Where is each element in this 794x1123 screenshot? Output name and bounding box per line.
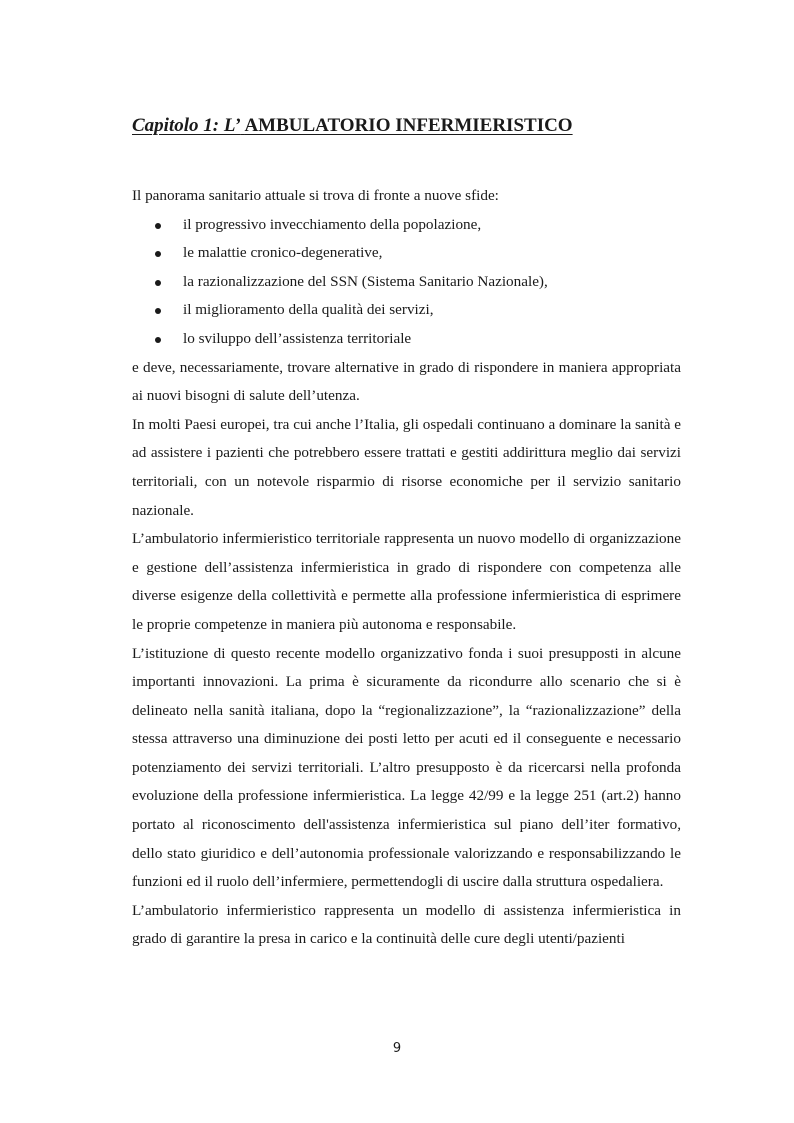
bullet-icon <box>155 308 161 314</box>
bullet-icon <box>155 337 161 343</box>
paragraph: In molti Paesi europei, tra cui anche l’Italia, gli ospedali continuano a dominare la sanità e ad assistere i pazienti che potrebbero essere trattati e gestiti addirittura meglio dai servizi territoriali, con un notevole risparmio di risorse economiche per il servizio sanitario nazionale. <box>132 415 681 519</box>
list-item-text: il miglioramento della qualità dei servizi, <box>183 301 434 319</box>
paragraph: e deve, necessariamente, trovare alternative in grado di rispondere in maniera appropriata ai nuovi bisogni di salute dell’utenza. <box>132 358 681 405</box>
list-item-text: le malattie cronico-degenerative, <box>183 244 383 262</box>
paragraph: L’ambulatorio infermieristico rappresenta un modello di assistenza infermieristica in grado di garantire la presa in carico e la continuità delle cure degli utenti/pazienti <box>132 901 681 948</box>
list-item-text: lo sviluppo dell’assistenza territoriale <box>183 329 412 347</box>
intro-paragraph: Il panorama sanitario attuale si trova di fronte a nuove sfide: <box>132 187 499 204</box>
list-item <box>132 296 681 325</box>
paragraph: L’istituzione di questo recente modello organizzativo fonda i suoi presupposti in alcune importanti innovazioni. La prima è sicuramente da ricondurre allo scenario che si è delineato nella sanità italiana, dopo la “regionalizzazione”, la “razionalizzazione” della stessa attraverso una diminuzione dei posti letto per acuti ed il conseguente e necessario potenziamento dei servizi territoriali. L’altro presupposto è da ricercarsi nella profonda evoluzione della professione infermieristica. La legge 42/99 e la legge 251 (art.2) hanno portato al riconoscimento dell'assistenza infermieristica sul piano dell’iter formativo, dello stato giuridico e dell’autonomia professionale valorizzando e responsabilizzando le funzioni ed il ruolo dell’infermiere, permettendogli di uscire dalla struttura ospedaliera. <box>132 644 681 891</box>
list-item-text: il progressivo invecchiamento della popolazione, <box>183 215 482 233</box>
chapter-title-text: AMBULATORIO INFERMIERISTICO <box>244 115 573 136</box>
list-item <box>132 268 681 297</box>
chapter-title <box>132 115 573 137</box>
list-item <box>132 325 681 354</box>
paragraph: L’ambulatorio infermieristico territoriale rappresenta un nuovo modello di organizzazione e gestione dell’assistenza infermieristica in grado di rispondere con competenza alle diverse esigenze della collettività e permette alla professione infermieristica di esprimere le proprie competenze in maniera più autonoma e responsabile. <box>132 530 681 633</box>
list-item <box>132 211 681 240</box>
chapter-title-prefix: Capitolo 1: L’ <box>132 115 241 136</box>
bullet-icon <box>155 280 161 286</box>
list-item <box>132 239 681 268</box>
bullet-icon <box>155 223 161 229</box>
body-text <box>132 182 681 954</box>
list-item-text: la razionalizzazione del SSN (Sistema Sanitario Nazionale), <box>183 272 548 290</box>
bullet-icon <box>155 251 161 257</box>
challenges-list <box>132 211 681 354</box>
page-number: 9 <box>392 1041 402 1056</box>
